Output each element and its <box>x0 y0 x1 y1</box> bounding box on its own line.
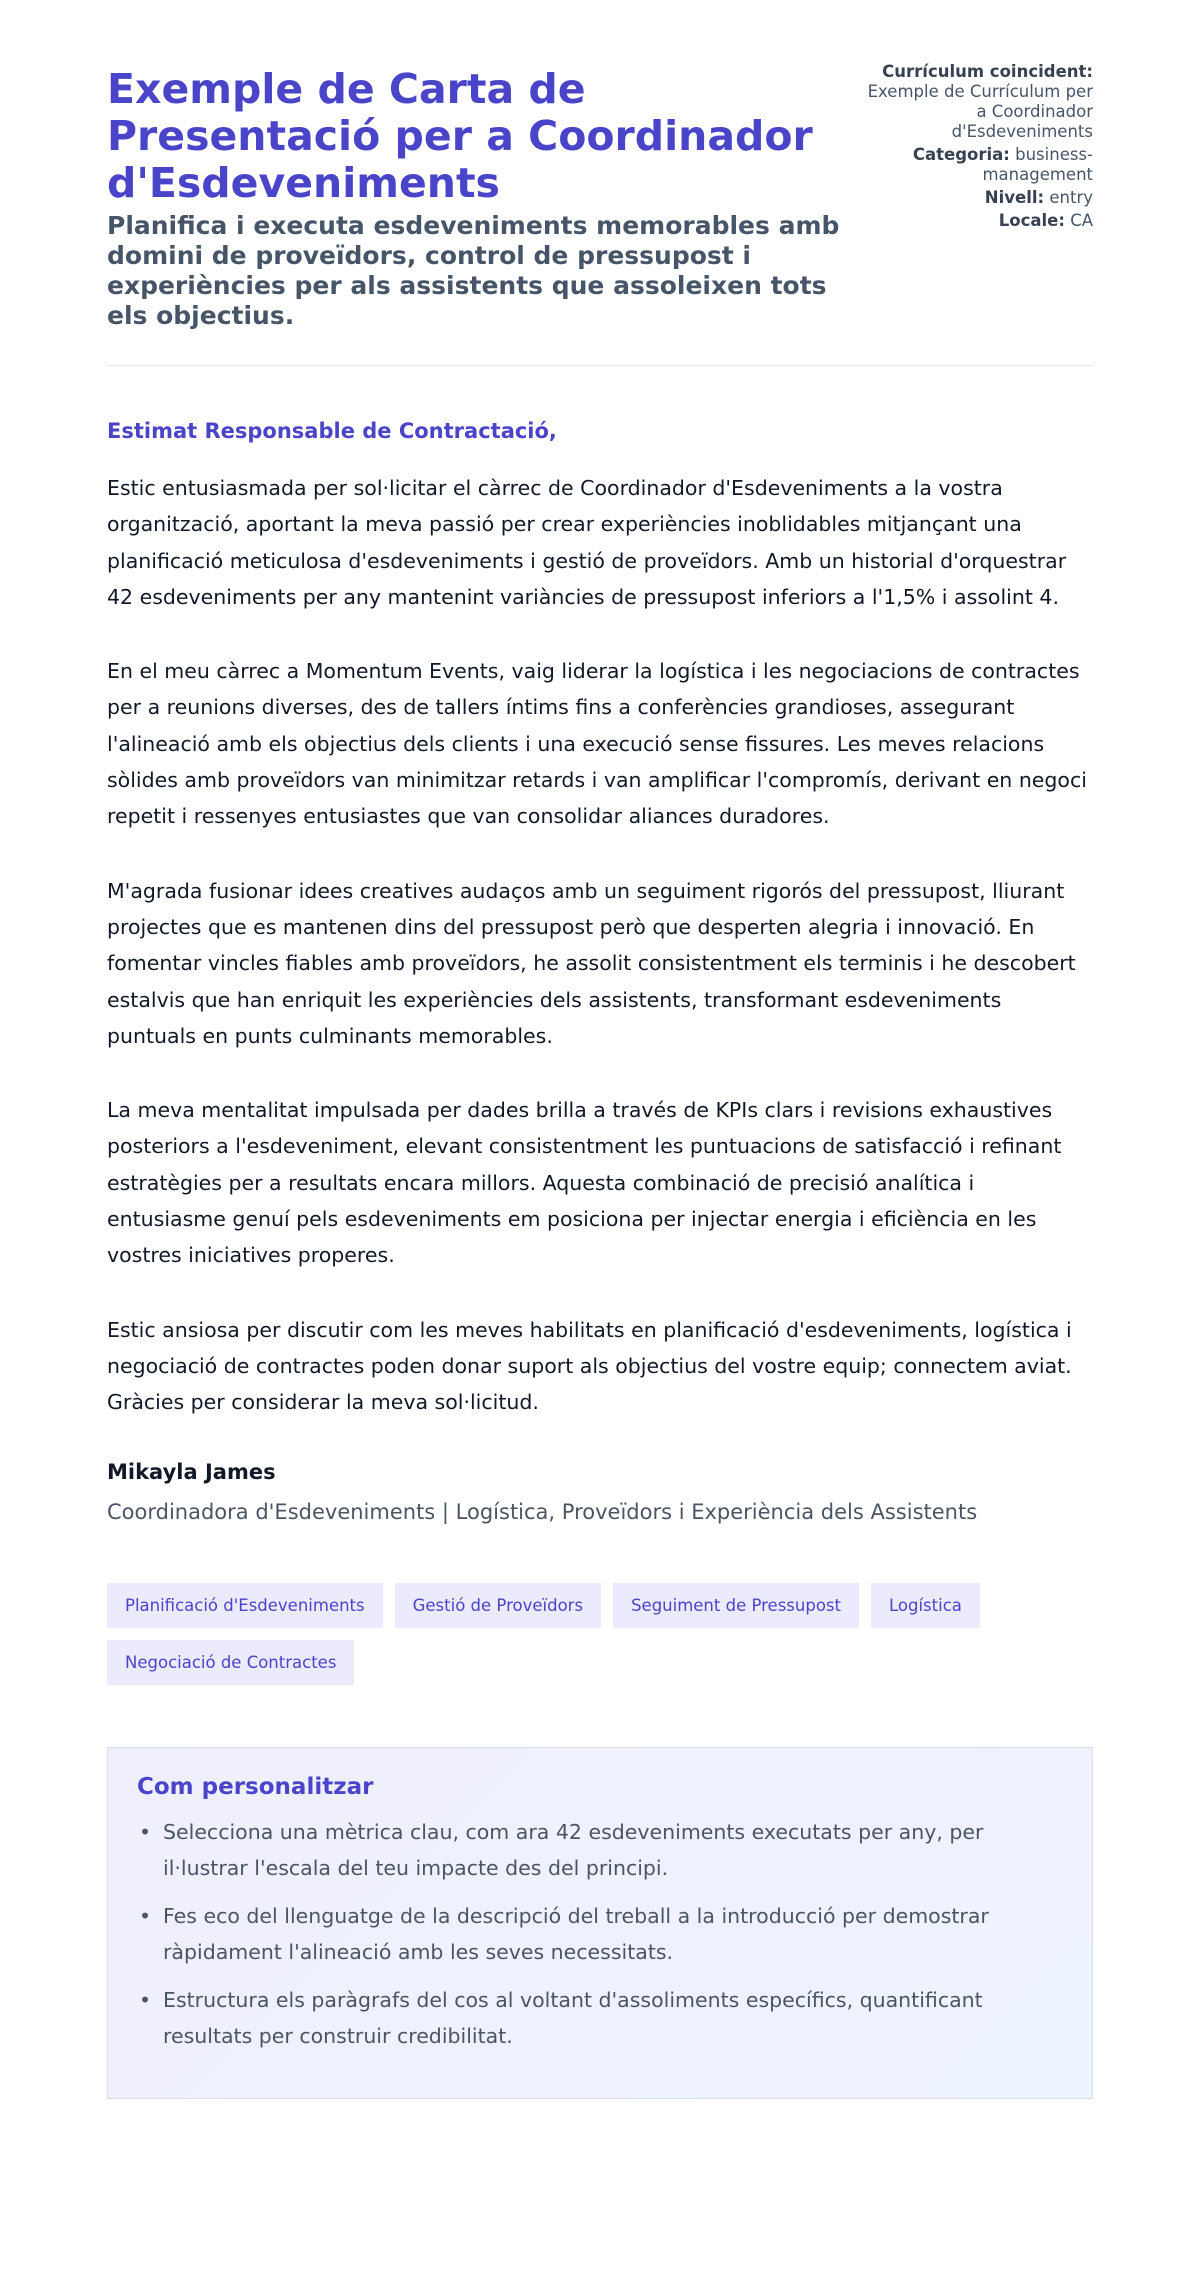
meta-category-value: business-management <box>982 145 1093 184</box>
skill-tags <box>107 1583 1093 1685</box>
tip-item <box>137 1814 1063 1886</box>
meta-level-label: Nivell: <box>984 188 1045 207</box>
skill-tag: Seguiment de Pressupost <box>613 1583 859 1628</box>
body-paragraph: M'agrada fusionar idees creatives audaços amb un seguiment rigorós del pressupost, lliurant projectes que es mantenen dins del pressupost però que desperten alegria i innovació. En fomentar vincles fiables amb proveïdors, he assolit consistentment els terminis i he descobert estalvis que han enriquit les experiències dels assistents, transformant esdeveniments puntuals en punts culminants memorables. <box>107 878 1076 1048</box>
signature-name: Mikayla James <box>107 1459 276 1484</box>
meta-category-label: Categoria: <box>912 145 1010 164</box>
meta-locale <box>853 211 1093 231</box>
meta-locale-value: CA <box>1070 211 1093 230</box>
meta-level-value: entry <box>1049 188 1093 207</box>
skill-tag: Negociació de Contractes <box>107 1640 354 1685</box>
tips-list <box>137 1814 1063 2054</box>
letter-body <box>107 470 1093 1421</box>
tip-text: Estructura els paràgrafs del cos al voltant d'assoliments específics, quantificant resultats per construir credibilitat. <box>163 1987 983 2048</box>
header-text <box>107 62 847 331</box>
tips-title: Com personalitzar <box>137 1773 374 1800</box>
bullet-icon: • <box>139 1987 152 2012</box>
skill-tag: Gestió de Proveïdors <box>395 1583 601 1628</box>
signature-role: Coordinadora d'Esdeveniments | Logística, Proveïdors i Experiència dels Assistents <box>107 1499 978 1524</box>
customization-tips-box <box>107 1747 1093 2099</box>
bullet-icon: • <box>139 1903 152 1928</box>
header-divider <box>107 365 1093 366</box>
tip-text: Selecciona una mètrica clau, com ara 42 esdeveniments executats per any, per il·lustrar l'escala del teu impacte des del principi. <box>163 1819 984 1880</box>
meta-resume-label: Currículum coincident: <box>882 62 1093 81</box>
meta-resume-value: Exemple de Currículum per a Coordinador d'Esdeveniments <box>867 82 1093 141</box>
meta-resume <box>853 62 1093 142</box>
page-subtitle: Planifica i executa esdeveniments memorables amb domini de proveïdors, control de pressupost i experiències per als assistents que assoleixen tots els objectius. <box>107 211 840 330</box>
body-paragraph: En el meu càrrec a Momentum Events, vaig liderar la logística i les negociacions de contractes per a reunions diverses, des de tallers íntims fins a conferències grandioses, assegurant l'alineació amb els objectius dels clients i una execució sense fissures. Les meves relacions sòlides amb proveïdors van minimitzar retards i van amplificar l'compromís, derivant en negoci repetit i ressenyes entusiastes que van consolidar aliances duradores. <box>107 659 1087 829</box>
body-paragraph: Estic ansiosa per discutir com les meves habilitats en planificació d'esdeveniments, logística i negociació de contractes poden donar suport als objectius del vostre equip; connectem aviat. Gràcies per considerar la meva sol·licitud. <box>107 1317 1072 1415</box>
body-paragraph: La meva mentalitat impulsada per dades brilla a través de KPIs clars i revisions exhaustives posteriors a l'esdeveniment, elevant consistentment les puntuacions de satisfacció i refinant estratègies per a resultats encara millors. Aquesta combinació de precisió analítica i entusiasme genuí pels esdeveniments em posiciona per injectar energia i eficiència en les vostres iniciatives properes. <box>107 1098 1062 1268</box>
salutation: Estimat Responsable de Contractació, <box>107 419 557 443</box>
page-title: Exemple de Carta de Presentació per a Coordinador d'Esdeveniments <box>107 65 813 207</box>
tip-item <box>137 1982 1063 2054</box>
skill-tag: Planificació d'Esdeveniments <box>107 1583 383 1628</box>
meta-locale-label: Locale: <box>998 211 1065 230</box>
meta-category <box>853 145 1093 185</box>
metadata-panel <box>853 62 1093 234</box>
meta-level <box>853 188 1093 208</box>
skill-tag: Logística <box>871 1583 980 1628</box>
tip-text: Fes eco del llenguatge de la descripció del treball a la introducció per demostrar ràpidament l'alineació amb les seves necessitats. <box>163 1903 989 1964</box>
bullet-icon: • <box>139 1819 152 1844</box>
body-paragraph: Estic entusiasmada per sol·licitar el càrrec de Coordinador d'Esdeveniments a la vostra organització, aportant la meva passió per crear experiències inoblidables mitjançant una planificació meticulosa d'esdeveniments i gestió de proveïdors. Amb un historial d'orquestrar 42 esdeveniments per any mantenint variàncies de pressupost inferiors a l'1,5% i assolint 4. <box>107 476 1067 609</box>
tip-item <box>137 1898 1063 1970</box>
header <box>107 62 1093 331</box>
